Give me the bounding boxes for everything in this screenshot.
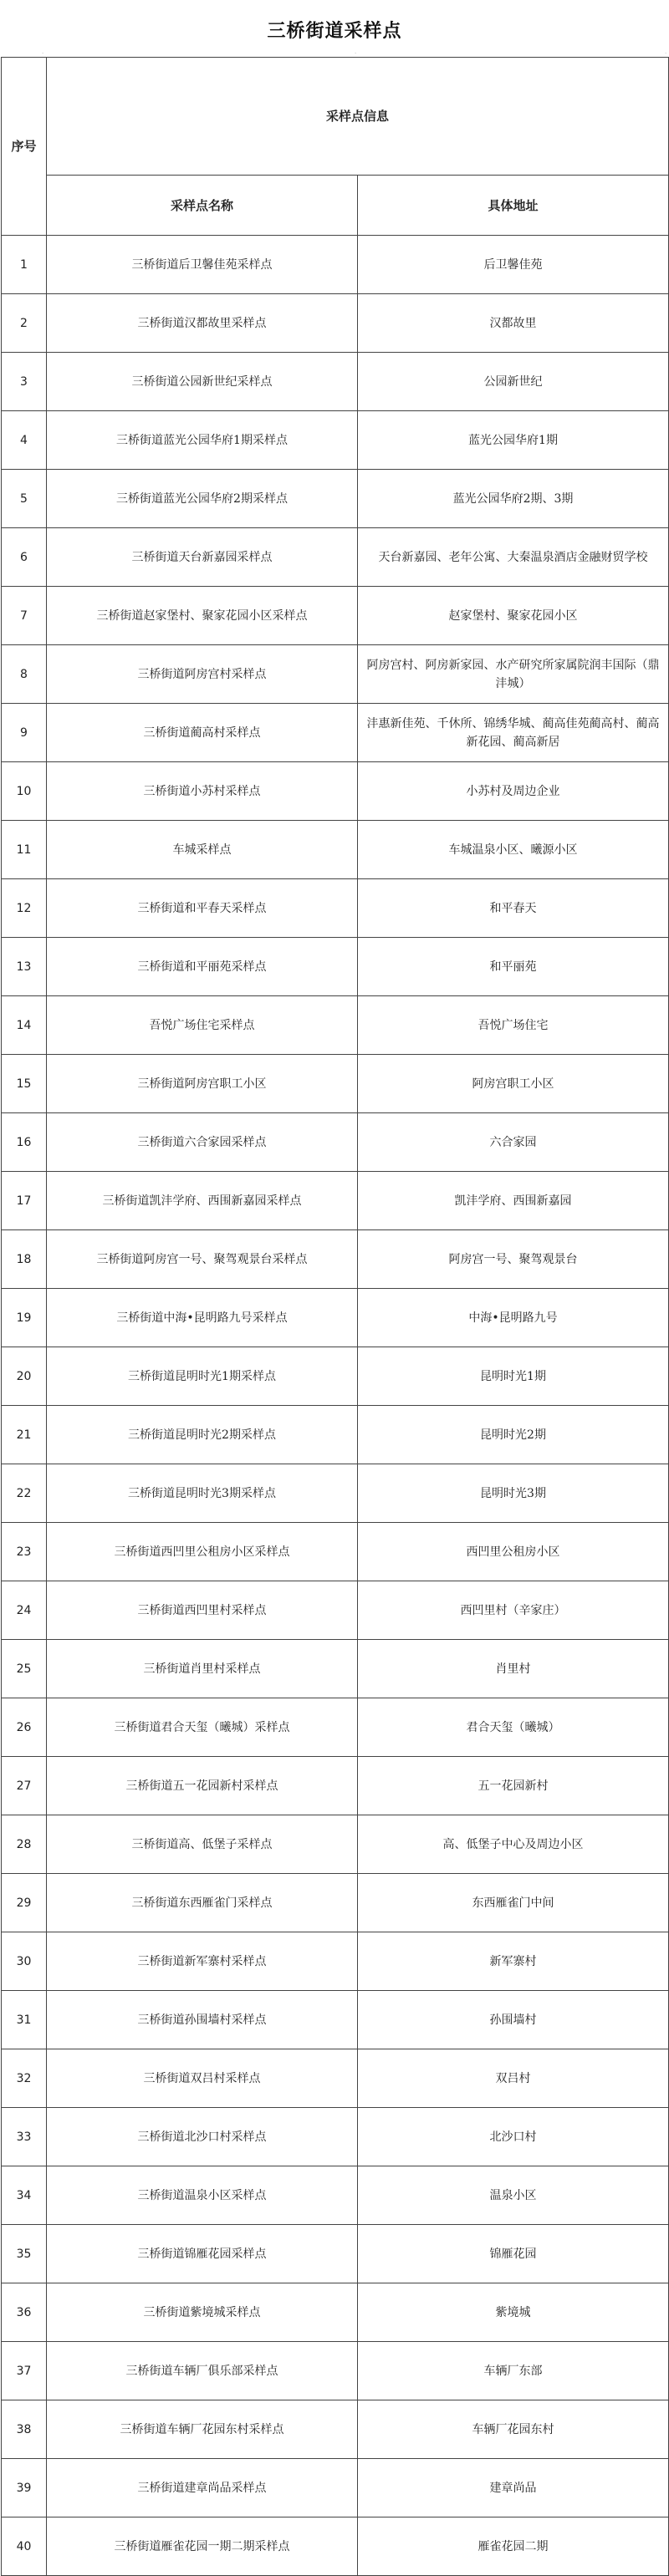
row-name: 三桥街道北沙口村采样点 (47, 2108, 358, 2166)
row-name: 三桥街道蓝光公园华府2期采样点 (47, 470, 358, 528)
row-index: 2 (2, 294, 47, 353)
row-index: 37 (2, 2342, 47, 2400)
table-row (2, 2049, 669, 2108)
row-index: 24 (2, 1581, 47, 1640)
table-row (2, 1815, 669, 1874)
row-index: 1 (2, 236, 47, 294)
row-name: 三桥街道肖里村采样点 (47, 1640, 358, 1698)
row-index: 16 (2, 1113, 47, 1172)
row-name: 三桥街道凯沣学府、西围新嘉园采样点 (47, 1172, 358, 1230)
row-name: 三桥街道新军寨村采样点 (47, 1932, 358, 1991)
table-row (2, 645, 669, 704)
row-name: 三桥街道雁雀花园一期二期采样点 (47, 2517, 358, 2576)
table-row (2, 2166, 669, 2225)
row-name: 三桥街道阿房宫一号、聚驾观景台采样点 (47, 1230, 358, 1289)
row-index: 36 (2, 2283, 47, 2342)
row-name: 三桥街道天台新嘉园采样点 (47, 528, 358, 587)
column-markers (0, 50, 669, 57)
row-name: 三桥街道君合天玺（曦城）采样点 (47, 1698, 358, 1757)
column-marker: · (355, 50, 357, 57)
row-index: 30 (2, 1932, 47, 1991)
row-address: 新军寨村 (358, 1932, 669, 1991)
row-address: 紫境城 (358, 2283, 669, 2342)
row-index: 33 (2, 2108, 47, 2166)
row-index: 27 (2, 1757, 47, 1815)
table-row (2, 1991, 669, 2049)
table-row (2, 2459, 669, 2517)
row-name: 三桥街道东西雁雀门采样点 (47, 1874, 358, 1932)
row-address: 凯沣学府、西围新嘉园 (358, 1172, 669, 1230)
header-name: 采样点名称 (47, 176, 358, 236)
row-address: 雁雀花园二期 (358, 2517, 669, 2576)
row-name: 三桥街道高、低堡子采样点 (47, 1815, 358, 1874)
row-index: 4 (2, 411, 47, 470)
row-address: 公园新世纪 (358, 353, 669, 411)
row-address: 蓝光公园华府2期、3期 (358, 470, 669, 528)
table-row (2, 1757, 669, 1815)
row-name: 三桥街道锦雁花园采样点 (47, 2225, 358, 2283)
column-marker: · (665, 50, 667, 57)
row-index: 10 (2, 762, 47, 821)
header-address: 具体地址 (358, 176, 669, 236)
row-index: 3 (2, 353, 47, 411)
row-index: 28 (2, 1815, 47, 1874)
row-address: 车城温泉小区、曦源小区 (358, 821, 669, 879)
row-index: 13 (2, 938, 47, 996)
table-row (2, 1698, 669, 1757)
table-row (2, 1172, 669, 1230)
row-name: 三桥街道公园新世纪采样点 (47, 353, 358, 411)
row-name: 三桥街道车辆厂俱乐部采样点 (47, 2342, 358, 2400)
row-index: 23 (2, 1523, 47, 1581)
row-index: 9 (2, 704, 47, 762)
table-row (2, 2517, 669, 2576)
row-index: 29 (2, 1874, 47, 1932)
row-index: 20 (2, 1347, 47, 1406)
row-address: 西凹里公租房小区 (358, 1523, 669, 1581)
row-name: 三桥街道中海•昆明路九号采样点 (47, 1289, 358, 1347)
row-address: 车辆厂东部 (358, 2342, 669, 2400)
row-name: 吾悦广场住宅采样点 (47, 996, 358, 1055)
row-name: 三桥街道温泉小区采样点 (47, 2166, 358, 2225)
row-index: 17 (2, 1172, 47, 1230)
row-address: 五一花园新村 (358, 1757, 669, 1815)
row-index: 7 (2, 587, 47, 645)
row-address: 东西雁雀门中间 (358, 1874, 669, 1932)
table-row (2, 294, 669, 353)
row-address: 温泉小区 (358, 2166, 669, 2225)
row-name: 三桥街道后卫馨佳苑采样点 (47, 236, 358, 294)
table-row (2, 2342, 669, 2400)
row-index: 14 (2, 996, 47, 1055)
table-row (2, 1581, 669, 1640)
table-row (2, 1464, 669, 1523)
table-row (2, 1406, 669, 1464)
table-row (2, 1230, 669, 1289)
table-row (2, 1640, 669, 1698)
table-row (2, 1523, 669, 1581)
row-address: 肖里村 (358, 1640, 669, 1698)
row-name: 三桥街道和平春天采样点 (47, 879, 358, 938)
row-index: 34 (2, 2166, 47, 2225)
row-address: 双吕村 (358, 2049, 669, 2108)
row-index: 21 (2, 1406, 47, 1464)
row-name: 三桥街道紫境城采样点 (47, 2283, 358, 2342)
row-name: 三桥街道汉都故里采样点 (47, 294, 358, 353)
row-index: 39 (2, 2459, 47, 2517)
row-name: 三桥街道六合家园采样点 (47, 1113, 358, 1172)
row-address: 孙围墙村 (358, 1991, 669, 2049)
row-index: 26 (2, 1698, 47, 1757)
row-name: 三桥街道西凹里公租房小区采样点 (47, 1523, 358, 1581)
table-row (2, 1347, 669, 1406)
table-row (2, 996, 669, 1055)
table-row (2, 587, 669, 645)
row-address: 车辆厂花园东村 (358, 2400, 669, 2459)
row-name: 三桥街道蔺高村采样点 (47, 704, 358, 762)
row-index: 31 (2, 1991, 47, 2049)
table-row (2, 821, 669, 879)
row-name: 三桥街道赵家堡村、聚家花园小区采样点 (47, 587, 358, 645)
row-name: 三桥街道和平丽苑采样点 (47, 938, 358, 996)
row-index: 12 (2, 879, 47, 938)
row-address: 和平丽苑 (358, 938, 669, 996)
table-row (2, 470, 669, 528)
row-address: 昆明时光3期 (358, 1464, 669, 1523)
row-index: 5 (2, 470, 47, 528)
table-row (2, 2283, 669, 2342)
table-row (2, 1932, 669, 1991)
table-row (2, 528, 669, 587)
table-row (2, 353, 669, 411)
row-address: 吾悦广场住宅 (358, 996, 669, 1055)
row-name: 三桥街道小苏村采样点 (47, 762, 358, 821)
table-row (2, 2225, 669, 2283)
row-address: 中海•昆明路九号 (358, 1289, 669, 1347)
row-name: 三桥街道车辆厂花园东村采样点 (47, 2400, 358, 2459)
row-index: 32 (2, 2049, 47, 2108)
row-index: 40 (2, 2517, 47, 2576)
row-address: 汉都故里 (358, 294, 669, 353)
table-row (2, 1874, 669, 1932)
row-address: 阿房宫村、阿房新家园、水产研究所家属院润丰国际（鼎沣城） (358, 645, 669, 704)
row-name: 三桥街道阿房宫村采样点 (47, 645, 358, 704)
row-address: 天台新嘉园、老年公寓、大秦温泉酒店金融财贸学校 (358, 528, 669, 587)
row-address: 北沙口村 (358, 2108, 669, 2166)
row-address: 阿房宫一号、聚驾观景台 (358, 1230, 669, 1289)
row-index: 11 (2, 821, 47, 879)
row-address: 赵家堡村、聚家花园小区 (358, 587, 669, 645)
table-row (2, 704, 669, 762)
table-body (2, 236, 669, 2576)
row-address: 阿房宫职工小区 (358, 1055, 669, 1113)
sampling-points-table (1, 57, 669, 2576)
row-name: 三桥街道阿房宫职工小区 (47, 1055, 358, 1113)
row-address: 小苏村及周边企业 (358, 762, 669, 821)
row-name: 三桥街道昆明时光2期采样点 (47, 1406, 358, 1464)
row-name: 三桥街道昆明时光1期采样点 (47, 1347, 358, 1406)
row-index: 8 (2, 645, 47, 704)
row-name: 三桥街道五一花园新村采样点 (47, 1757, 358, 1815)
row-address: 高、低堡子中心及周边小区 (358, 1815, 669, 1874)
header-group: 采样点信息 (47, 58, 669, 176)
row-name: 三桥街道孙围墙村采样点 (47, 1991, 358, 2049)
table-row (2, 1289, 669, 1347)
row-index: 19 (2, 1289, 47, 1347)
table-row (2, 236, 669, 294)
header-index: 序号 (2, 58, 47, 236)
page-title: 三桥街道采样点 (267, 20, 402, 42)
table-row (2, 2108, 669, 2166)
row-index: 18 (2, 1230, 47, 1289)
table-row (2, 762, 669, 821)
table-row (2, 938, 669, 996)
row-address: 西凹里村（辛家庄） (358, 1581, 669, 1640)
row-address: 建章尚品 (358, 2459, 669, 2517)
column-marker: · (42, 50, 44, 57)
row-index: 6 (2, 528, 47, 587)
row-name: 三桥街道双吕村采样点 (47, 2049, 358, 2108)
row-name: 三桥街道西凹里村采样点 (47, 1581, 358, 1640)
row-address: 和平春天 (358, 879, 669, 938)
row-index: 25 (2, 1640, 47, 1698)
row-address: 昆明时光1期 (358, 1347, 669, 1406)
table-row (2, 879, 669, 938)
row-address: 昆明时光2期 (358, 1406, 669, 1464)
table-row (2, 411, 669, 470)
row-address: 沣惠新佳苑、千休所、锦绣华城、蔺高佳苑蔺高村、蔺高新花园、蔺高新居 (358, 704, 669, 762)
row-address: 六合家园 (358, 1113, 669, 1172)
table-row (2, 2400, 669, 2459)
row-index: 35 (2, 2225, 47, 2283)
row-address: 君合天玺（曦城） (358, 1698, 669, 1757)
row-name: 三桥街道建章尚品采样点 (47, 2459, 358, 2517)
row-index: 22 (2, 1464, 47, 1523)
row-address: 锦雁花园 (358, 2225, 669, 2283)
row-address: 蓝光公园华府1期 (358, 411, 669, 470)
table-row (2, 1113, 669, 1172)
row-address: 后卫馨佳苑 (358, 236, 669, 294)
row-name: 三桥街道昆明时光3期采样点 (47, 1464, 358, 1523)
row-index: 15 (2, 1055, 47, 1113)
row-name: 车城采样点 (47, 821, 358, 879)
table-row (2, 1055, 669, 1113)
row-index: 38 (2, 2400, 47, 2459)
row-name: 三桥街道蓝光公园华府1期采样点 (47, 411, 358, 470)
